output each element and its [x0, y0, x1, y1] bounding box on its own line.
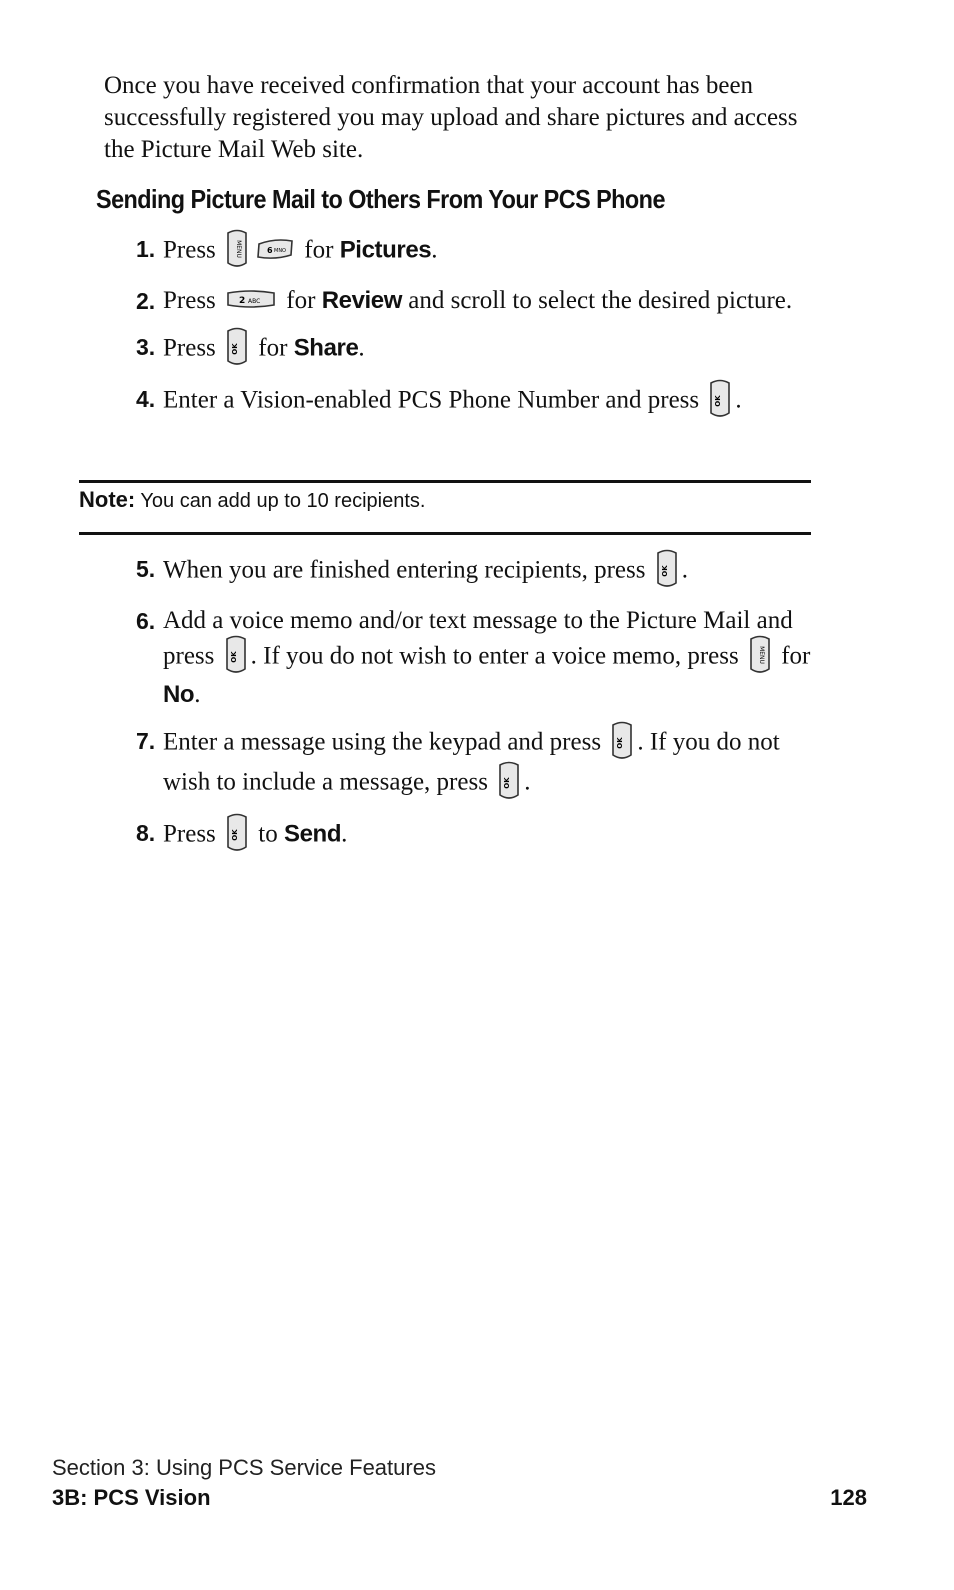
svg-text:OK: OK — [660, 565, 669, 577]
step-7: 7. Enter a message using the keypad and press OK . If you do not wish to include a message, press OK . — [136, 724, 816, 804]
step-6: 6. Add a voice memo and/or text message to the Picture Mail and press OK . If you do not wish to enter a voice memo, press MENU for No. — [136, 607, 811, 708]
step-4: 4. Enter a Vision-enabled PCS Phone Number and press OK . — [136, 382, 816, 422]
step-8: 8. Press OK to Send. — [136, 816, 816, 856]
ok-key-icon — [497, 761, 521, 801]
two-abc-key-icon — [225, 287, 277, 311]
svg-text:MNO: MNO — [274, 248, 287, 254]
ok-key-icon — [610, 721, 634, 761]
six-mno-key-icon — [255, 236, 295, 262]
page-number: 128 — [830, 1485, 867, 1510]
svg-text:OK: OK — [714, 395, 723, 407]
ok-key-icon — [708, 379, 732, 419]
svg-text:OK: OK — [231, 829, 240, 841]
svg-text:OK: OK — [231, 343, 240, 355]
menu-key-icon — [225, 229, 249, 269]
section-heading: Sending Picture Mail to Others From Your PCS Phone — [96, 184, 665, 214]
svg-text:OK: OK — [616, 737, 625, 749]
note-text: You can add up to 10 recipients. — [140, 490, 426, 512]
step-3: 3. Press OK for Share. — [136, 330, 816, 370]
intro-paragraph: Once you have received confirmation that your account has been successfully registered you may upload and share pictures and access the Picture Mail Web site. — [104, 72, 798, 163]
svg-text:6: 6 — [267, 246, 273, 255]
svg-text:OK: OK — [229, 651, 238, 663]
svg-text:ABC: ABC — [248, 298, 261, 306]
svg-text:MENU: MENU — [235, 240, 243, 258]
step-2: 2. Press 2 ABC for Review and scroll to select the desired picture. — [136, 287, 793, 314]
step-1: 1. Press MENU 6 MNO for Pictures. — [136, 232, 816, 272]
svg-text:2: 2 — [239, 296, 246, 307]
step-5: 5. When you are finished entering recipients, press OK . — [136, 552, 816, 592]
note-bottom-rule — [79, 532, 811, 535]
steps-list-part-2 — [136, 552, 816, 868]
svg-text:OK: OK — [503, 777, 512, 789]
ok-key-icon — [225, 813, 249, 853]
svg-text:MENU: MENU — [757, 646, 765, 664]
ok-key-icon — [224, 635, 248, 675]
note-label: Note: — [79, 487, 136, 512]
footer-chapter-title: 3B: PCS Vision — [52, 1485, 211, 1510]
steps-list-part-1 — [136, 232, 816, 434]
ok-key-icon — [225, 327, 249, 367]
menu-key-icon — [748, 635, 772, 675]
note-top-rule — [79, 480, 811, 483]
note — [79, 487, 425, 513]
ok-key-icon — [655, 549, 679, 589]
footer-section-title: Section 3: Using PCS Service Features — [52, 1455, 436, 1480]
